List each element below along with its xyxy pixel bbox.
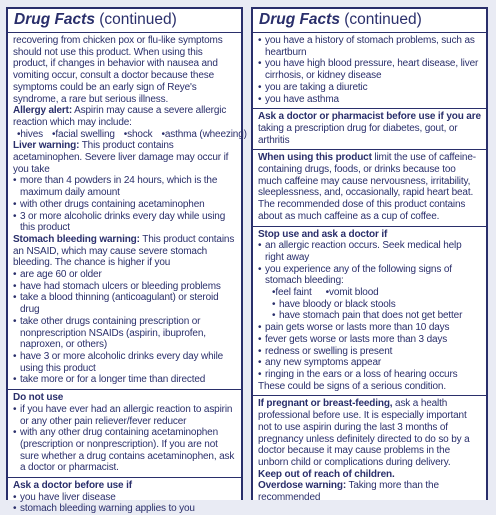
when-using-label: When using this product (258, 152, 372, 164)
bleeding-sign-item: • have bloody or black stools (272, 299, 481, 311)
ask-doctor-heading: Ask a doctor before use if (13, 480, 132, 492)
allergy-alert-text: Aspirin may cause a severe allergic reaction which may include: (13, 105, 227, 128)
left-header-title: Drug Facts (14, 11, 95, 28)
right-header-continued: (continued) (339, 11, 422, 28)
stop-use-item: • redness or swelling is present (258, 346, 481, 358)
ask-doctor-item: • you have asthma (258, 94, 481, 106)
bleeding-risk-item: • have 3 or more alcoholic drinks every day while using this product (13, 351, 236, 374)
allergy-symptom: • shock (124, 129, 153, 140)
reye-syndrome-text: recovering from chicken pox or flu-like symptoms should not use this product. When using this product, if changes in behavior with nausea and vomiting occur, consult a doctor because these symptoms could be an early sign of Reye's syndrome, a rare but serious illness. (13, 35, 223, 105)
ask-doctor-item: • you have a history of stomach problems, such as heartburn (258, 35, 481, 58)
stop-use-heading: Stop use and ask a doctor if (258, 228, 388, 240)
bleeding-signs-row (258, 287, 481, 299)
do-not-use-item: • if you have ever had an allergic reaction to aspirin or any other pain reliever/fever reducer (13, 404, 236, 427)
ask-pharmacist-text: taking a prescription drug for diabetes, gout, or arthritis (258, 122, 458, 146)
bleeding-sign: • vomit blood (326, 287, 379, 298)
stomach-bleeding-label: Stomach bleeding warning: (13, 233, 140, 245)
pregnancy-label: If pregnant or breast-feeding, (258, 398, 393, 410)
section-divider (253, 226, 486, 227)
allergy-symptom: • facial swelling (52, 129, 115, 140)
liver-warning-item: • more than 4 powders in 24 hours, which is the maximum daily amount (13, 175, 236, 198)
left-panel-header (8, 9, 241, 33)
stomach-bleeding-text: This product contains an NSAID, which may cause severe stomach bleeding. The chance is higher if you (13, 233, 235, 269)
left-header-continued: (continued) (94, 11, 177, 28)
do-not-use-heading: Do not use (13, 392, 64, 404)
stop-use-item: • pain gets worse or lasts more than 10 days (258, 322, 481, 334)
bleeding-sign: • feel faint (272, 287, 312, 298)
allergy-symptom: • asthma (wheezing) (162, 129, 247, 140)
right-header-title: Drug Facts (259, 11, 340, 28)
ask-pharmacist-label: Ask a doctor or pharmacist before use if you are (258, 111, 481, 123)
stop-use-item: • you experience any of the following signs of stomach bleeding: (258, 264, 481, 287)
ask-doctor-item: • you have liver disease (13, 492, 236, 504)
allergy-alert (13, 105, 236, 128)
bleeding-risk-item: • are age 60 or older (13, 269, 236, 281)
left-panel-body (8, 33, 247, 515)
right-panel-header (253, 9, 486, 33)
right-drug-facts-panel (251, 7, 488, 504)
stop-use-item: • fever gets worse or lasts more than 3 days (258, 334, 481, 346)
allergy-symptom: • hives (17, 129, 43, 140)
ask-doctor-item: • stomach bleeding warning applies to you (13, 503, 236, 515)
liver-warning-text: This product contains acetaminophen. Severe liver damage may occur if you take (13, 140, 229, 175)
liver-warning-label: Liver warning: (13, 140, 80, 152)
keep-out-of-reach: Keep out of reach of children. (258, 468, 395, 480)
when-using-text: limit the use of caffeine-containing drugs, foods, or drinks because too much caffeine may cause nervousness, irritability, sleeplessness, and, occasionally, rapid heart beat. The recommended dose of this product contains about as much caffeine as a cup of coffee. (258, 152, 476, 222)
section-divider (253, 108, 486, 109)
ask-doctor-item: • you have high blood pressure, heart disease, liver cirrhosis, or kidney disease (258, 58, 481, 81)
bleeding-risk-item: • take a blood thinning (anticoagulant) or steroid drug (13, 292, 236, 315)
liver-warning (13, 140, 236, 175)
serious-condition-note: These could be signs of a serious condition. (258, 380, 446, 392)
stop-use-item: • ringing in the ears or a loss of hearing occurs (258, 369, 481, 381)
stop-use-item: • any new symptoms appear (258, 357, 481, 369)
right-panel-body (253, 33, 486, 504)
overdose-label: Overdose warning: (258, 480, 347, 492)
ask-doctor-item: • you are taking a diuretic (258, 82, 481, 94)
ask-pharmacist-section (258, 111, 481, 146)
liver-warning-item: • 3 or more alcoholic drinks every day while using this product (13, 211, 236, 234)
bleeding-risk-item: • take more or for a longer time than directed (13, 374, 236, 386)
stomach-bleeding-warning (13, 234, 236, 269)
section-divider (253, 395, 486, 396)
bleeding-risk-item: • take other drugs containing prescription or nonprescription NSAIDs (aspirin, ibuprofen, naproxen, or others) (13, 316, 236, 351)
do-not-use-item: • with any other drug containing acetaminophen (prescription or nonprescription). If you are not sure whether a drug contains acetaminophen, ask a doctor or pharmacist. (13, 427, 236, 474)
section-divider (8, 389, 241, 390)
section-divider (8, 477, 241, 478)
overdose-text: Taking more than the recommended (258, 480, 439, 504)
left-drug-facts-panel (6, 7, 247, 515)
bleeding-sign-item: • have stomach pain that does not get better (272, 310, 481, 322)
allergy-alert-label: Allergy alert: (13, 105, 73, 117)
overdose-warning (258, 480, 481, 503)
liver-warning-item: • with other drugs containing acetaminophen (13, 199, 236, 211)
pregnancy-section (258, 398, 481, 468)
allergy-symptoms-list (13, 128, 247, 141)
bleeding-risk-item: • have had stomach ulcers or bleeding problems (13, 281, 236, 293)
pregnancy-text: ask a health professional before use. It is especially important not to use aspirin during the last 3 months of pregnancy unless definitely directed to do so by a doctor because it may cause problems in the unborn child or complications during delivery. (258, 398, 470, 468)
section-divider (253, 149, 486, 150)
stop-use-item: • an allergic reaction occurs. Seek medical help right away (258, 240, 481, 263)
when-using-section (258, 152, 481, 222)
